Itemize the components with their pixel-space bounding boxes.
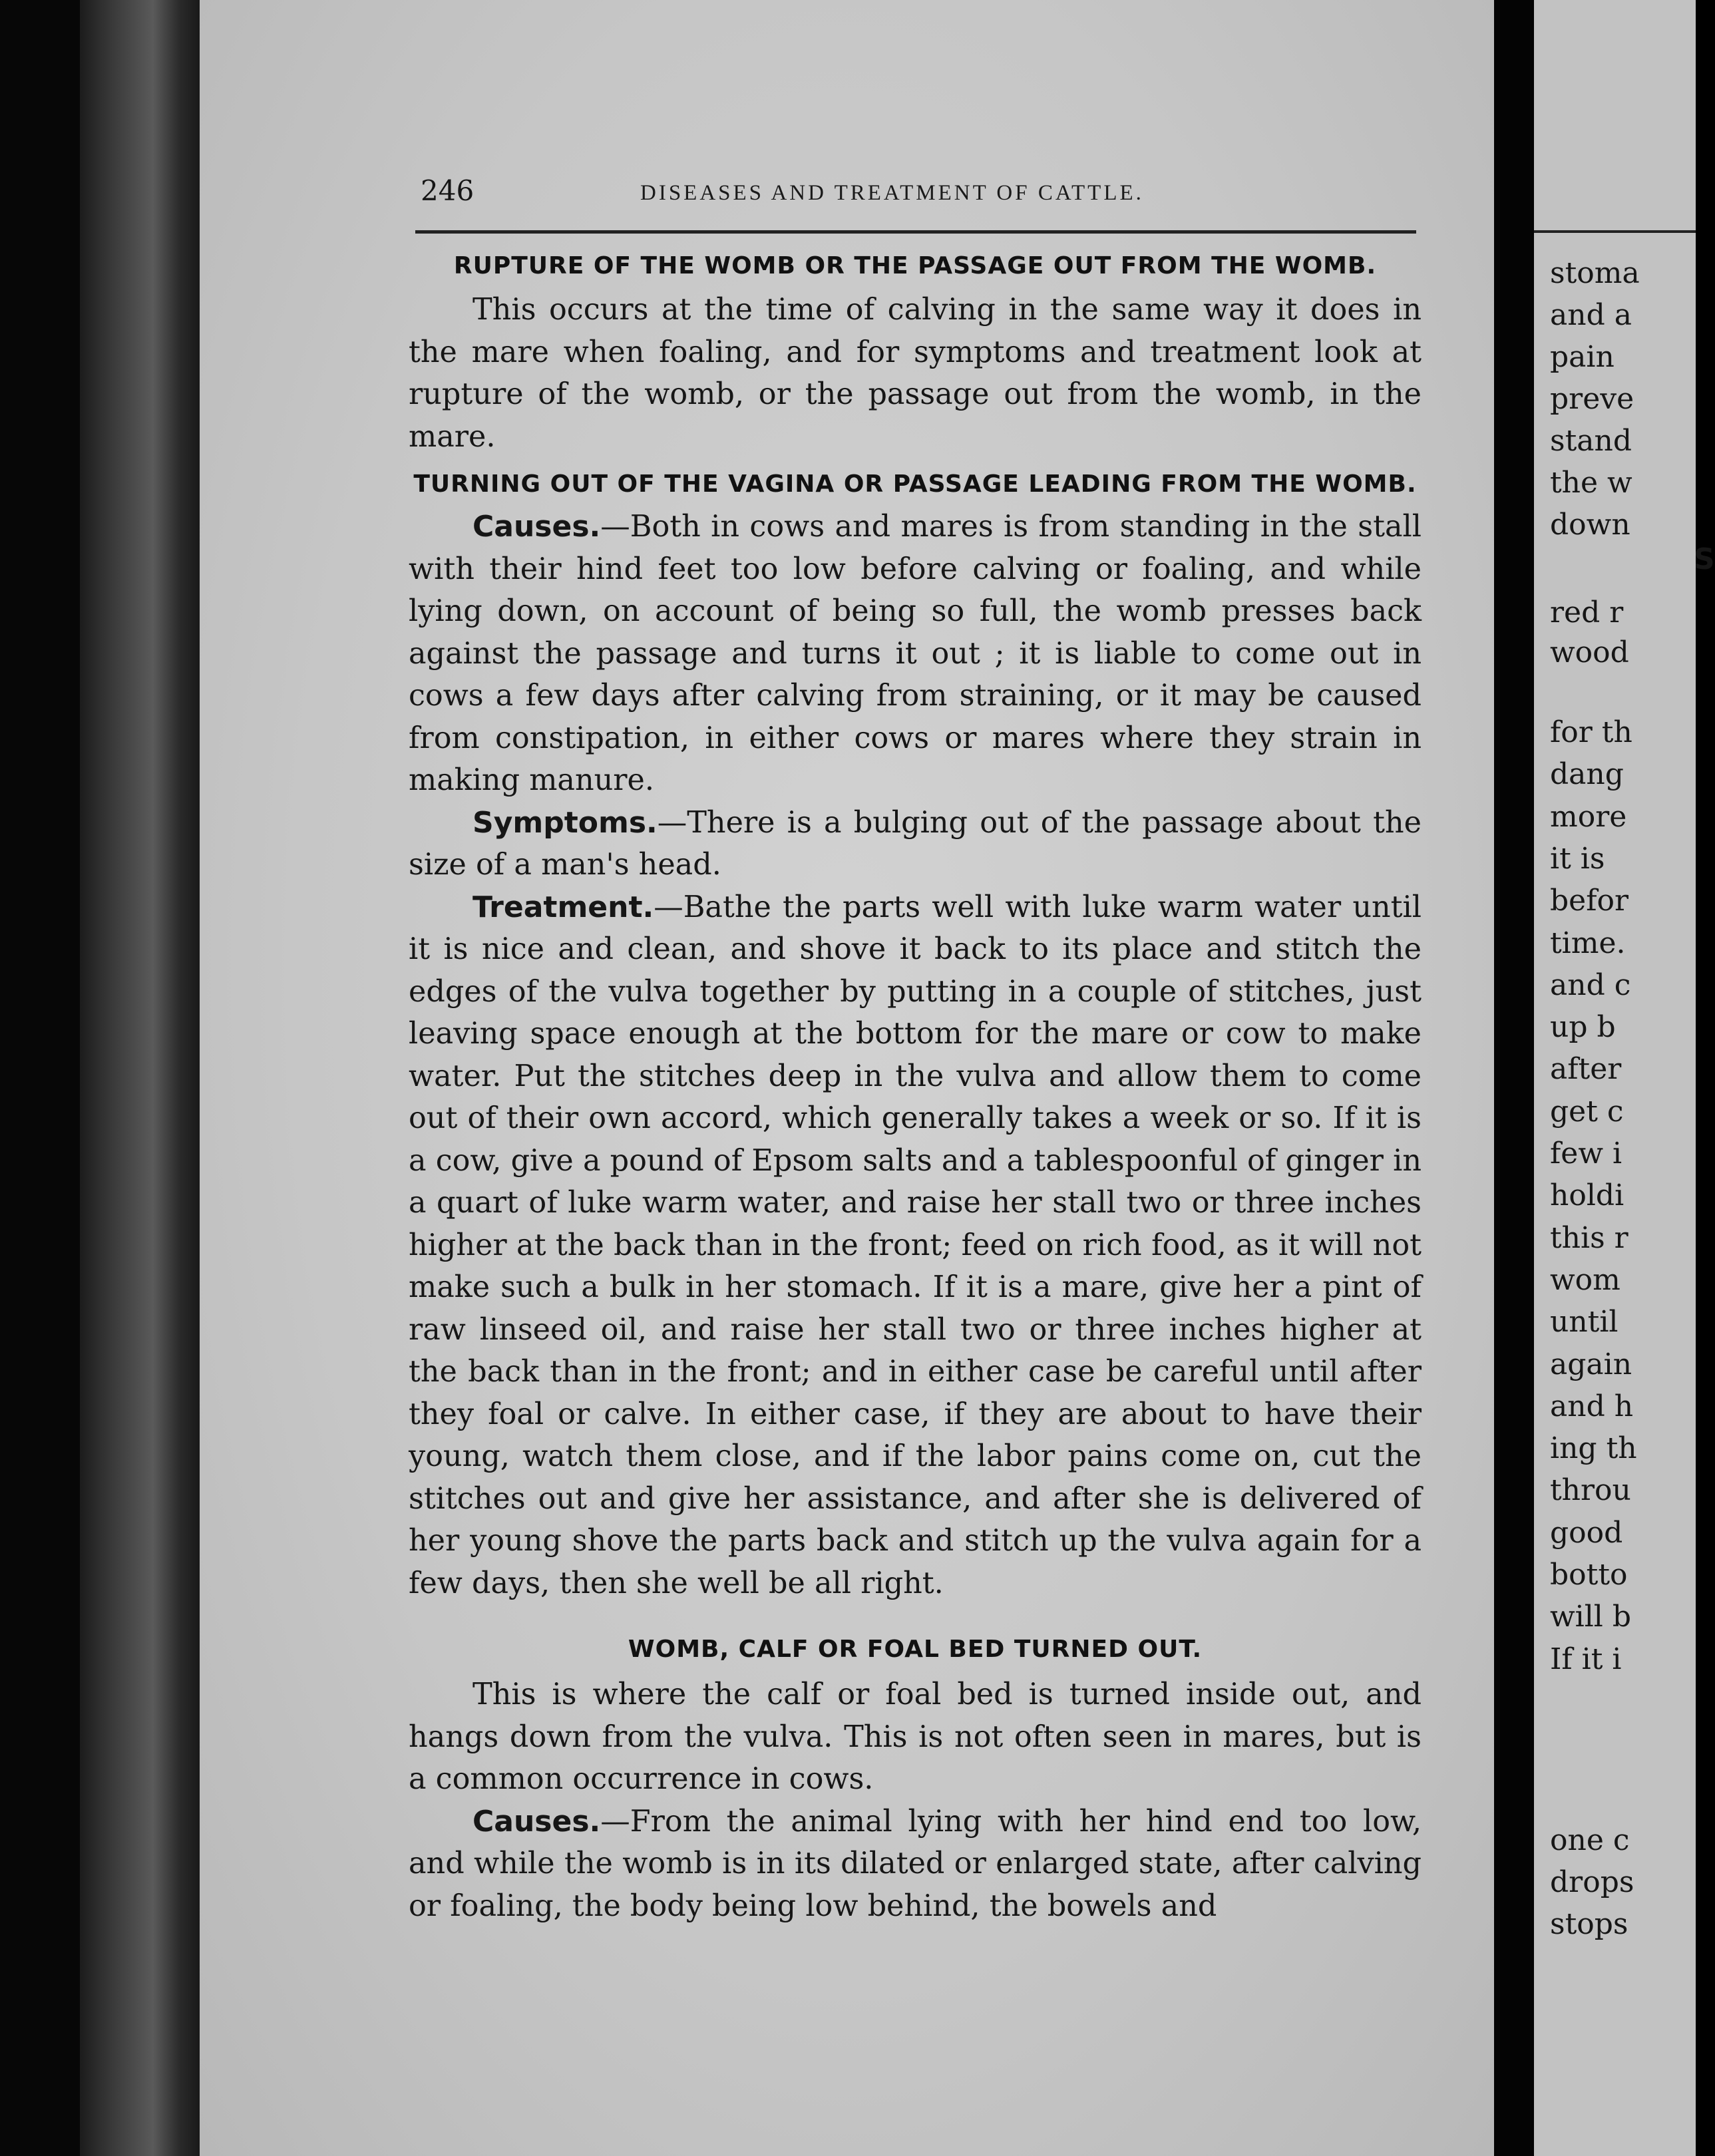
- book-spine: [0, 0, 80, 2156]
- facing-page-line: throu: [1550, 1473, 1631, 1508]
- page-edges: [80, 0, 213, 2156]
- facing-page-line: drops: [1550, 1865, 1634, 1899]
- paragraph-treatment: [409, 886, 1422, 1605]
- facing-page-line: few i: [1550, 1137, 1622, 1170]
- facing-page-line: wood: [1550, 635, 1629, 669]
- facing-page-line: good: [1550, 1515, 1623, 1550]
- facing-page-line: for th: [1550, 715, 1632, 749]
- page-number: 246: [421, 174, 475, 207]
- womb-causes-text: —From the animal lying with her hind end too low, and while the womb is in its dilated or enlarged state, after calving or foaling, the body being low behind, the bowels and: [409, 1804, 1422, 1923]
- facing-page: [1534, 0, 1715, 2156]
- symptoms-text: —There is a bulging out of the passage about the size of a man's head.: [409, 805, 1422, 882]
- facing-page-line: stand: [1550, 424, 1632, 458]
- facing-page-line: holdi: [1550, 1178, 1624, 1213]
- facing-page-line: and h: [1550, 1389, 1634, 1423]
- section-heading-rupture: RUPTURE OF THE WOMB OR THE PASSAGE OUT FROM THE WOMB.: [453, 252, 1377, 279]
- facing-page-line: preve: [1550, 382, 1634, 416]
- treatment-text: —Bathe the parts well with luke warm water until it is nice and clean, and shove it back to its place and stitch the edges of the vulva together by putting in a couple of stitches, just leaving space enough at the bottom for the mare or cow to make water. Put the stitches deep in the vulva and allow them to come out of their own accord, which generally takes a week or so. If it is a cow, give a pound of Epsom salts and a tablespoonful of ginger in a quart of luke warm water, and raise her stall two or three inches higher at the back than in the front; feed on rich food, as it will not make such a bulk in her stomach. If it is a mare, give her a pint of raw linseed oil, and raise her stall two or three inches higher at the back than in the front; and in either case be careful until after they foal or calve. In either case, if they are about to have their young, watch them close, and if the labor pains come on, cut the stitches out and give her assistance, and after she is delivered of her young shove the parts back and stitch up the vulva again for a few days, then she well be all right.: [409, 890, 1422, 1600]
- causes-text: —Both in cows and mares is from standing in the stall with their hind feet too low before calving or foaling, and while lying down, on account of being so full, the womb presses back against the passage and turns it out ; it is liable to come out in cows a few days after calving from straining, or it may be caused from constipation, in either cows or mares where they strain in making manure.: [409, 510, 1422, 797]
- facing-page-line: down: [1550, 508, 1630, 542]
- facing-page-line: this r: [1550, 1220, 1628, 1255]
- facing-page-line: until: [1550, 1305, 1619, 1340]
- facing-page-line: get c: [1550, 1094, 1624, 1129]
- facing-page-line: S: [1694, 542, 1715, 576]
- paragraph-womb-causes: [409, 1801, 1422, 1928]
- header-rule: [415, 230, 1416, 234]
- book-gutter: [1494, 0, 1534, 2156]
- section-heading-womb: WOMB, CALF OR FOAL BED TURNED OUT.: [628, 1636, 1203, 1663]
- facing-page-line: will b: [1550, 1600, 1632, 1634]
- page-header: [421, 174, 1419, 221]
- facing-page-line: If it i: [1550, 1642, 1622, 1676]
- facing-page-line: pain: [1550, 340, 1615, 374]
- facing-header-rule: [1534, 230, 1696, 233]
- facing-page-line: it is: [1550, 841, 1605, 876]
- treatment-label: Treatment.: [473, 890, 654, 924]
- facing-page-line: after: [1550, 1052, 1622, 1087]
- running-title: DISEASES AND TREATMENT OF CATTLE.: [640, 181, 1144, 205]
- facing-page-line: more: [1550, 799, 1627, 834]
- facing-page-line: again: [1550, 1347, 1632, 1381]
- paragraph-causes: [409, 506, 1422, 802]
- facing-page-line: up b: [1550, 1010, 1616, 1045]
- facing-page-line: and c: [1550, 968, 1631, 1002]
- facing-page-line: red r: [1550, 596, 1624, 629]
- womb-causes-label: Causes.: [473, 1804, 601, 1839]
- facing-page-line: and a: [1550, 298, 1632, 332]
- facing-page-line: ing th: [1550, 1431, 1637, 1466]
- facing-page-line: dang: [1550, 757, 1624, 792]
- facing-page-line: one c: [1550, 1823, 1630, 1857]
- facing-page-line: befor: [1550, 884, 1629, 918]
- facing-page-line: stops: [1550, 1907, 1628, 1941]
- facing-page-line: botto: [1550, 1558, 1628, 1592]
- facing-page-line: the w: [1550, 466, 1632, 500]
- paragraph-rupture: This occurs at the time of calving in the same way it does in the mare when foaling, and for symptoms and treatment look at rupture of the womb, or the passage out from the womb, in the mare.: [409, 293, 1422, 454]
- paragraph-symptoms: [409, 802, 1422, 886]
- facing-page-line: wom: [1550, 1262, 1620, 1297]
- causes-label: Causes.: [473, 510, 601, 544]
- facing-page-line: stoma: [1550, 256, 1640, 290]
- section-heading-vagina: TURNING OUT OF THE VAGINA OR PASSAGE LEADING FROM THE WOMB.: [413, 470, 1417, 498]
- symptoms-label: Symptoms.: [473, 805, 658, 840]
- paragraph-womb: This is where the calf or foal bed is turned inside out, and hangs down from the vulva. This is not often seen in mares, but is a common occurrence in cows.: [409, 1678, 1422, 1796]
- facing-page-line: time.: [1550, 926, 1626, 960]
- page-body: [409, 246, 1422, 1927]
